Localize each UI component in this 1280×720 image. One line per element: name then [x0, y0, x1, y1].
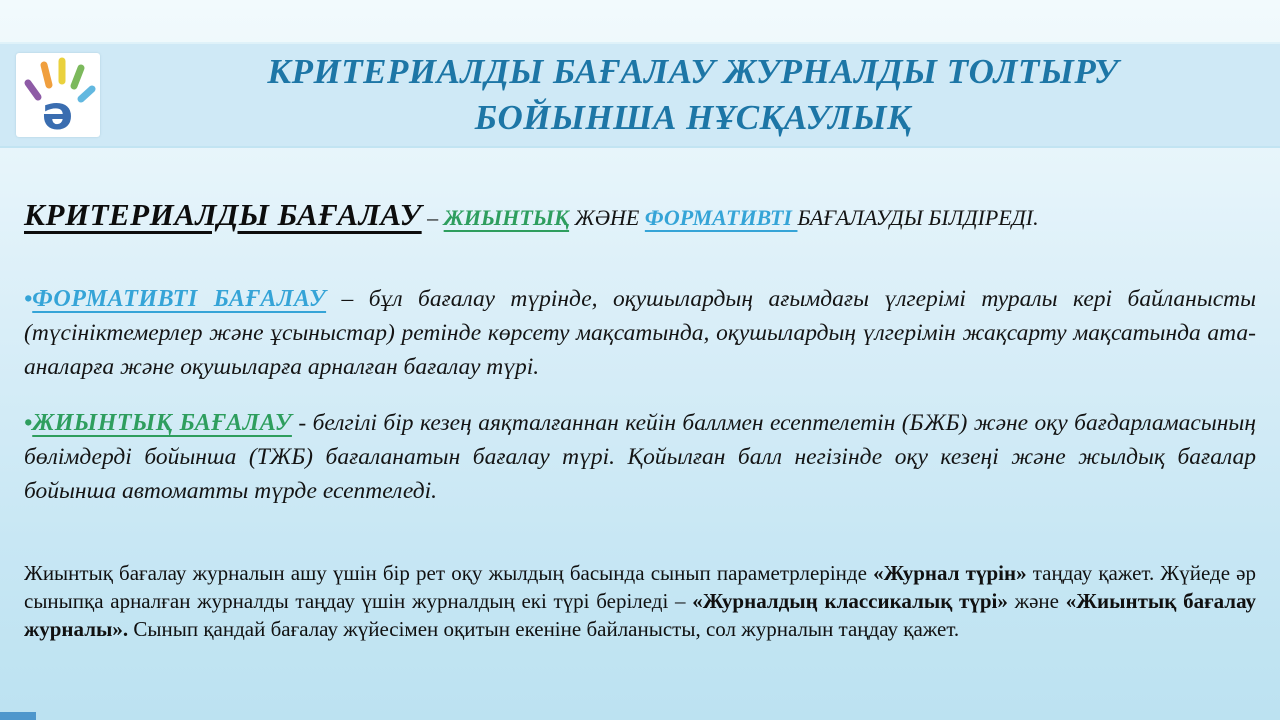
- header-band: [0, 42, 1280, 148]
- logo-letter: ә: [42, 86, 74, 137]
- footer-part4: Сынып қандай бағалау жүйесімен оқитын екеніне байланысты, сол журналын таңдау қажет.: [128, 617, 960, 641]
- summative-term: ЖИЫНТЫҚ БАҒАЛАУ: [32, 410, 292, 436]
- footer-bold-classic-journal: «Журналдың классикалық түрі»: [692, 589, 1008, 613]
- intro-and: ЖӘНЕ: [569, 205, 645, 230]
- formative-term: ФОРМАТИВТІ БАҒАЛАУ: [32, 286, 327, 312]
- intro-tail: БАҒАЛАУДЫ БІЛДІРЕДІ.: [797, 205, 1039, 230]
- intro-line: [24, 194, 1256, 242]
- formative-bullet: •: [24, 286, 33, 312]
- summative-body: - белгілі бір кезең аяқталғаннан кейін баллмен есептелетін (БЖБ) және оқу бағдарламасының бөлімдерді бойынша (ТЖБ) бағаланатын бағалау түрі. Қойылған балл негізінде оқу кезеңі және жылдық бағалар бойынша автоматты түрде есептеледі.: [24, 410, 1256, 504]
- title-line-2: БОЙЫНША НҰСҚАУЛЫҚ: [474, 98, 912, 137]
- formative-paragraph: [24, 282, 1256, 384]
- logo: [16, 53, 100, 137]
- intro-dash: –: [421, 205, 444, 230]
- logo-finger-green: [74, 68, 81, 86]
- journal-selection-paragraph: [24, 559, 1256, 643]
- footer-part1: Жиынтық бағалау журналын ашу үшін бір рет оқу жылдың басында сынып параметрлерінде: [24, 561, 874, 585]
- logo-finger-orange: [44, 65, 49, 85]
- slide-title: [118, 44, 1268, 141]
- title-line-1: КРИТЕРИАЛДЫ БАҒАЛАУ ЖУРНАЛДЫ ТОЛТЫРУ: [267, 52, 1119, 91]
- footer-bold-journal-type: «Журнал түрін»: [873, 561, 1027, 585]
- bottom-left-decoration: [0, 712, 36, 720]
- term-formative: ФОРМАТИВТІ: [644, 205, 798, 230]
- logo-finger-purple: [28, 83, 38, 97]
- summative-paragraph: [24, 406, 1256, 508]
- term-summative: ЖИЫНТЫҚ: [443, 205, 570, 230]
- term-criterial-assessment: КРИТЕРИАЛДЫ БАҒАЛАУ: [24, 197, 422, 232]
- hand-letter-a-logo-icon: [16, 53, 100, 137]
- footer-part2: таңдау қажет. Жүйеде әр сыныпқа арналған журналды таңдау үшін журналдың екі түрі беріледі –: [24, 561, 1257, 613]
- summative-bullet: •: [24, 410, 33, 436]
- footer-bold-summative-journal: «Жиынтық бағалау журналы».: [24, 589, 1257, 641]
- formative-body: – бұл бағалау түрінде, оқушылардың ағымдағы үлгерімі туралы кері байланысты (түсініктемерлер және ұсыныстар) ретінде көрсету мақсатында, оқушылардың үлгерімін жақсарту мақсатында ата-аналарға және оқушыларға арналған бағалау түрі.: [24, 286, 1257, 380]
- footer-part3: және: [1007, 589, 1066, 613]
- logo-finger-blue: [81, 89, 92, 99]
